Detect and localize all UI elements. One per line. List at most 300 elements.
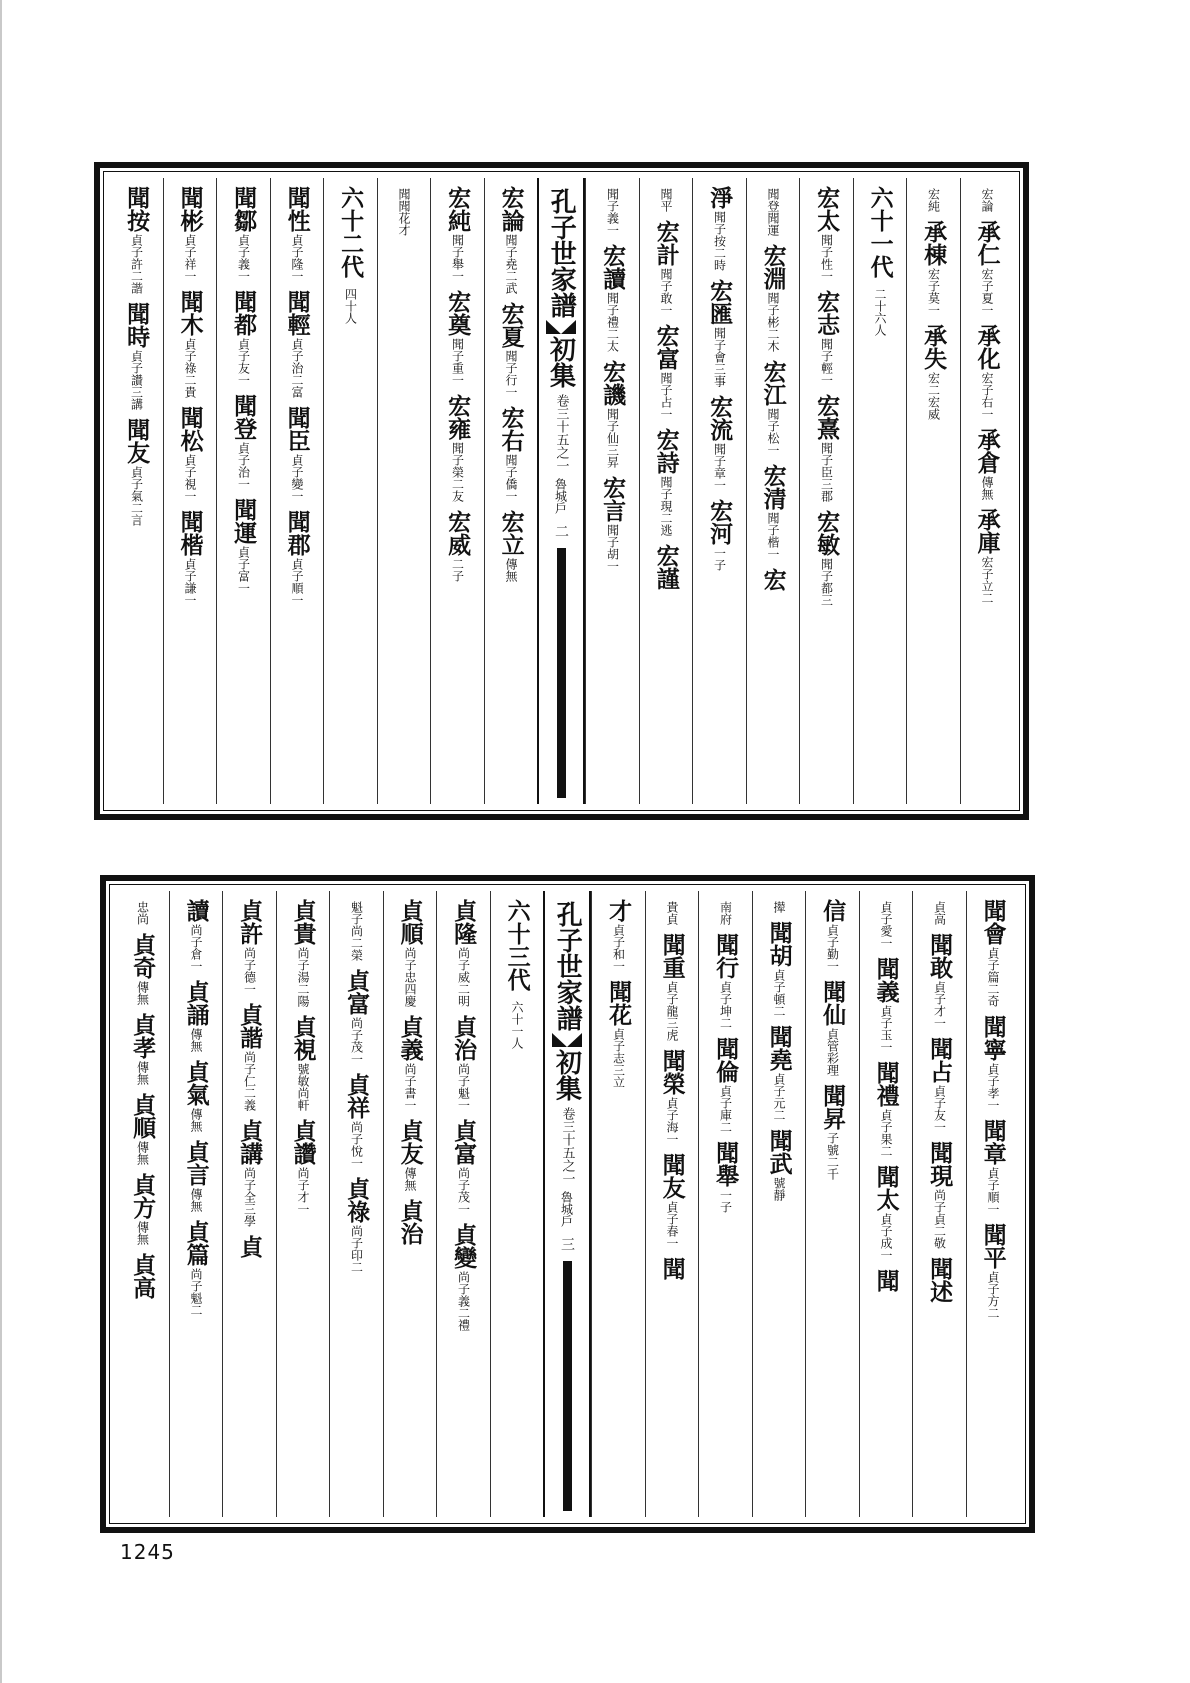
entry-name: 宏流 [706,395,734,441]
entry-name: 貞氣 [182,1060,210,1106]
entry-annotation: 聞聞花才 [396,188,411,236]
entry-name: 聞昇 [819,1084,847,1130]
fishtail-ornament [546,320,576,334]
entry-name: 聞楷 [176,510,204,556]
entry-name: 聞 [658,1257,686,1280]
genealogy-entry [343,1177,369,1273]
genealogy-column [805,891,859,1517]
entry-name: 聞重 [658,933,686,979]
entry-annotation: 聞子輕一 [819,338,834,386]
entry-annotation: 貞子視一 [182,454,197,502]
book-series-title: 孔子世家譜 [552,901,583,1031]
entry-annotation: 聞子重一 [450,338,465,386]
genealogy-entry [706,279,732,387]
entry-name: 貞變 [450,1223,478,1269]
genealogy-entry [599,244,625,352]
entry-annotation: 聞子占一 [658,372,673,420]
genealogy-entry [397,186,411,236]
entry-annotation: 貞子義一 [236,234,251,282]
entry-annotation: 貞子祿二貴 [182,338,197,398]
entry-annotation: 尚子魁二 [188,1268,203,1316]
genealogy-entry [760,568,786,591]
genealogy-column [110,178,163,804]
genealogy-entry [819,980,845,1076]
entry-annotation: 聞子禮二太 [605,292,620,352]
genealogy-column [323,178,377,804]
entry-annotation: 號敏尚軒 [295,1063,310,1111]
genealogy-column [960,178,1014,804]
entry-annotation: 四十人 [343,288,358,324]
genealogy-entry [980,1223,1006,1319]
genealogy-entry [183,1140,209,1212]
entry-annotation: 尚子義二禮 [456,1271,471,1331]
entry-annotation: 聞登聞運 [765,188,780,236]
genealogy-entry [653,324,679,420]
household-label: 魯城戶 [559,1191,574,1227]
entry-name: 聞義 [872,957,900,1003]
entry-name: 聞輕 [283,290,311,336]
genealogy-entry [653,544,679,590]
entry-name: 聞 [872,1269,900,1292]
entry-name: 宏熹 [813,394,841,440]
entry-annotation: 尚子貞二敬 [932,1189,947,1249]
entry-annotation: 傳無 [135,1141,150,1165]
entry-annotation: 忠尚 [135,901,150,925]
entry-annotation: 宏子莫一 [926,268,941,316]
genealogy-column [436,891,490,1517]
genealogy-entry [813,510,839,606]
entry-annotation: 貞子富一 [236,546,251,594]
genealogy-entry [444,186,470,282]
genealogy-entry [397,1015,423,1111]
entry-name: 貞諧 [236,1003,264,1049]
entry-annotation: 貞子坤二 [718,981,733,1029]
genealogy-column [383,891,437,1517]
entry-annotation: 聞平 [658,188,673,212]
genealogy-column [490,891,544,1517]
genealogy-entry [873,286,887,336]
entry-name: 宏立 [497,510,525,556]
entry-annotation: 貞子變一 [289,454,304,502]
entry-annotation: 尚子書一 [402,1063,417,1111]
entry-name: 貞貴 [289,899,317,945]
genealogy-entry [129,1253,155,1299]
upper-page-columns [110,178,1013,804]
center-fold-bar [557,548,566,798]
entry-annotation: 聞子行一 [503,350,518,398]
genealogy-entry [760,464,786,560]
entry-name: 聞現 [926,1141,954,1187]
entry-name: 宏敏 [813,510,841,556]
entry-name: 聞仙 [819,980,847,1026]
genealogy-entry [177,406,203,502]
entry-annotation: 聞子現二逃 [658,476,673,536]
genealogy-entry [974,324,1000,420]
entry-name: 承仁 [973,220,1001,266]
entry-annotation: 尚子茂一 [456,1167,471,1215]
entry-name: 宏夏 [497,302,525,348]
entry-annotation: 聞子都三 [819,558,834,606]
entry-name: 貞言 [182,1140,210,1186]
chapter-label: 卷三十五之一 [553,394,569,472]
entry-name: 貞祿 [343,1177,371,1223]
center-fold-column [537,178,585,804]
entry-annotation: 貞子果二 [878,1109,893,1157]
entry-annotation: 聞子堯二武 [503,234,518,294]
entry-annotation: 貞子友一 [932,1085,947,1133]
genealogy-entry [706,395,732,491]
sheet-number: 三 [559,1237,575,1251]
entry-name: 聞行 [712,933,740,979]
entry-annotation: 聞子義一 [605,188,620,236]
genealogy-entry [653,428,679,536]
entry-name: 聞堯 [765,1025,793,1071]
entry-annotation: 尚子忠四慶 [402,947,417,1007]
genealogy-entry [129,1093,155,1165]
entry-annotation: 貞子愛一 [878,901,893,949]
entry-name: 宏志 [813,290,841,336]
genealogy-entry [873,1061,899,1157]
entry-annotation: 傳無 [188,1028,203,1052]
entry-name: 聞胡 [765,921,793,967]
entry-annotation: 貞子祥一 [182,234,197,282]
entry-name: 宏匯 [706,279,734,325]
entry-annotation: 宏子立二 [979,556,994,604]
genealogy-entry [813,186,839,282]
entry-annotation: 傳無 [402,1167,417,1191]
genealogy-entry [498,186,524,294]
entry-annotation: 聞子章一 [712,443,727,491]
entry-annotation: 二十六人 [872,288,887,336]
genealogy-column [698,891,752,1517]
genealogy-column [906,178,960,804]
entry-name: 承棟 [920,220,948,266]
entry-name: 宏太 [813,186,841,232]
genealogy-entry [766,1025,792,1121]
entry-name: 貞誦 [182,980,210,1026]
genealogy-entry [760,244,786,352]
genealogy-column [163,178,217,804]
entry-name: 聞占 [926,1037,954,1083]
genealogy-entry [980,1119,1006,1215]
genealogy-entry [873,957,899,1053]
entry-annotation: 貞管彩理 [825,1028,840,1076]
genealogy-entry [284,290,310,398]
entry-name: 貞順 [396,899,424,945]
genealogy-entry [926,1037,952,1133]
center-fold-bar [563,1261,572,1511]
entry-name: 貞許 [236,899,264,945]
genealogy-column [484,178,538,804]
entry-name: 貞富 [450,1119,478,1165]
entry-annotation: 宏二宏威 [926,372,941,420]
entry-annotation: 聞子臣三郡 [819,442,834,502]
genealogy-entry [879,899,893,949]
entry-name: 聞運 [230,498,258,544]
entry-name: 聞松 [176,406,204,452]
entry-name: 聞太 [872,1165,900,1211]
entry-name: 貞順 [129,1093,157,1139]
genealogy-entry [772,899,786,913]
genealogy-entry [712,1037,738,1133]
entry-name: 貞治 [396,1199,424,1245]
entry-name: 宏右 [497,406,525,452]
entry-annotation: 貞子謙一 [182,558,197,606]
entry-annotation: 傳無 [135,1221,150,1245]
entry-name: 貞祥 [343,1073,371,1119]
genealogy-entry [605,899,631,972]
entry-annotation: 聞子松一 [765,408,780,456]
genealogy-column [692,178,746,804]
entry-name: 宏言 [599,476,627,522]
entry-annotation: 貞子隆一 [289,234,304,282]
genealogy-column [430,178,484,804]
entry-annotation: 一子 [718,1189,733,1213]
genealogy-entry [183,1060,209,1132]
entry-annotation: 傳無 [188,1188,203,1212]
entry-annotation: 貞子讚三講 [129,350,144,410]
entry-annotation: 聞子性一 [819,234,834,282]
entry-name: 淨 [706,186,734,209]
entry-name: 聞臣 [283,406,311,452]
genealogy-entry [980,1015,1006,1111]
entry-name: 宏威 [444,510,472,556]
entry-name: 宏雍 [444,394,472,440]
genealogy-column [639,178,693,804]
genealogy-entry [926,186,940,212]
entry-annotation: 宏純 [926,188,941,212]
genealogy-entry [230,186,256,282]
volume-title: 初集 [551,1049,582,1101]
entry-name: 貞治 [450,1015,478,1061]
entry-annotation: 聞子會三事 [712,327,727,387]
genealogy-column [966,891,1020,1517]
genealogy-entry [504,899,530,991]
genealogy-entry [766,1129,792,1201]
entry-annotation: 貞子許二諧 [129,234,144,294]
genealogy-entry [605,186,619,236]
entry-annotation: 尚子才一 [295,1167,310,1215]
lower-page-panel [100,875,1035,1533]
genealogy-entry [450,1015,476,1111]
genealogy-entry [760,360,786,456]
entry-annotation: 尚子德一 [242,947,257,995]
genealogy-entry [337,186,363,278]
entry-name: 聞榮 [658,1049,686,1095]
entry-annotation: 尚子全三學 [242,1167,257,1227]
genealogy-column [853,178,907,804]
genealogy-column [859,891,913,1517]
page-edge [0,0,2,1683]
entry-name: 承化 [973,324,1001,370]
entry-annotation: 撵 [771,901,786,913]
genealogy-entry [183,980,209,1052]
genealogy-entry [123,186,149,294]
entry-annotation: 二子 [450,558,465,582]
entry-name: 聞按 [123,186,151,232]
entry-annotation: 貞子元二 [771,1073,786,1121]
entry-name: 宏淵 [759,244,787,290]
genealogy-entry [813,394,839,502]
entry-annotation: 貞子順一 [985,1167,1000,1215]
genealogy-entry [129,1013,155,1085]
entry-annotation: 聞子胡一 [605,524,620,572]
genealogy-entry [873,1269,899,1292]
genealogy-entry [932,899,946,925]
genealogy-entry [599,476,625,572]
entry-annotation: 宏論 [979,188,994,212]
genealogy-entry [819,1084,845,1180]
genealogy-entry [236,899,262,995]
entry-annotation: 尚子仁二義 [242,1051,257,1111]
entry-name: 聞彬 [176,186,204,232]
upper-page-panel [94,162,1029,820]
genealogy-entry [236,1119,262,1227]
entry-name: 宏譏 [599,360,627,406]
entry-name: 宏清 [759,464,787,510]
genealogy-entry [653,220,679,316]
genealogy-entry [290,1015,316,1111]
entry-name: 宏富 [652,324,680,370]
entry-annotation: 子號二千 [825,1132,840,1180]
genealogy-entry [718,899,732,925]
entry-name: 六十一代 [866,186,894,278]
book-series-title: 孔子世家譜 [546,188,577,318]
genealogy-entry [135,899,149,925]
genealogy-column [169,891,223,1517]
entry-name: 聞友 [658,1153,686,1199]
entry-name: 貞義 [396,1015,424,1061]
entry-annotation: 聞子楷一 [765,512,780,560]
genealogy-entry [290,1119,316,1215]
entry-name: 聞木 [176,290,204,336]
entry-annotation: 貞子治一 [236,442,251,490]
entry-annotation: 尚子悅一 [349,1121,364,1169]
entry-name: 聞花 [605,980,633,1026]
genealogy-column [329,891,383,1517]
genealogy-column [216,178,270,804]
genealogy-entry [665,899,679,925]
entry-name: 貞友 [396,1119,424,1165]
entry-annotation: 聞子榮二友 [450,442,465,502]
entry-name: 宏奠 [444,290,472,336]
genealogy-entry [926,1141,952,1249]
entry-name: 貞孝 [129,1013,157,1059]
entry-annotation: 貞子頓二 [771,969,786,1017]
genealogy-entry [177,186,203,282]
entry-name: 承失 [920,324,948,370]
genealogy-entry [920,220,946,316]
entry-name: 宏謹 [652,544,680,590]
genealogy-entry [183,1220,209,1316]
genealogy-entry [230,498,256,594]
genealogy-entry [343,286,357,324]
genealogy-column [222,891,276,1517]
genealogy-entry [498,510,524,582]
genealogy-column [585,178,639,804]
entry-annotation: 貞子才一 [932,981,947,1029]
genealogy-entry [284,186,310,282]
entry-name: 承庫 [973,508,1001,554]
entry-name: 宏純 [444,186,472,232]
genealogy-entry [659,933,685,1041]
volume-title: 初集 [545,336,576,388]
genealogy-column [116,891,169,1517]
entry-annotation: 傳無 [979,476,994,500]
sheet-number: 二 [553,524,569,538]
genealogy-entry [706,499,732,571]
entry-annotation: 貞子勤一 [825,924,840,972]
genealogy-entry [343,1073,369,1169]
entry-annotation: 貞子友一 [236,338,251,386]
entry-name: 聞性 [283,186,311,232]
genealogy-entry [343,969,369,1065]
entry-name: 聞禮 [872,1061,900,1107]
genealogy-entry [605,980,631,1088]
lower-page-columns [116,891,1019,1517]
genealogy-entry [974,508,1000,604]
entry-annotation: 聞子按二時 [712,211,727,271]
genealogy-entry [920,324,946,420]
genealogy-entry [706,186,732,271]
entry-annotation: 聞子仙三昇 [605,408,620,468]
genealogy-entry [284,510,310,606]
entry-annotation: 貞子順一 [289,558,304,606]
genealogy-entry [123,418,149,526]
entry-name: 貞方 [129,1173,157,1219]
genealogy-entry [712,933,738,1029]
entry-name: 貞讚 [289,1119,317,1165]
entry-annotation: 聞子僑一 [503,454,518,502]
entry-annotation: 貞子篇二奇 [985,947,1000,1007]
entry-annotation: 傳無 [135,981,150,1005]
entry-name: 宏 [759,568,787,591]
entry-name: 讀 [182,899,210,922]
entry-name: 承倉 [973,428,1001,474]
genealogy-entry [397,899,423,1007]
genealogy-entry [974,428,1000,500]
genealogy-entry [236,1235,262,1258]
entry-name: 六十三代 [503,899,531,991]
genealogy-entry [659,1049,685,1145]
entry-name: 聞友 [123,418,151,464]
genealogy-column [746,178,800,804]
genealogy-column [270,178,324,804]
entry-name: 聞時 [123,302,151,348]
genealogy-entry [177,510,203,606]
page-number: 1245 [120,1540,175,1564]
entry-annotation: 號靜 [771,1177,786,1201]
chapter-label: 卷三十五之一 [559,1107,575,1185]
entry-annotation: 貴貞 [664,901,679,925]
entry-name: 聞敢 [926,933,954,979]
genealogy-entry [397,1119,423,1191]
entry-name: 聞武 [765,1129,793,1175]
genealogy-entry [974,220,1000,316]
entry-name: 聞會 [979,899,1007,945]
genealogy-entry [980,186,994,212]
entry-name: 貞 [236,1235,264,1258]
genealogy-entry [450,899,476,1007]
entry-annotation: 貞子春一 [664,1201,679,1249]
entry-annotation: 傳無 [135,1061,150,1085]
genealogy-entry [498,302,524,398]
entry-name: 宏江 [759,360,787,406]
entry-name: 貞講 [236,1119,264,1165]
entry-name: 貞奇 [129,933,157,979]
entry-annotation: 魁子尚二榮 [349,901,364,961]
genealogy-entry [450,1119,476,1215]
